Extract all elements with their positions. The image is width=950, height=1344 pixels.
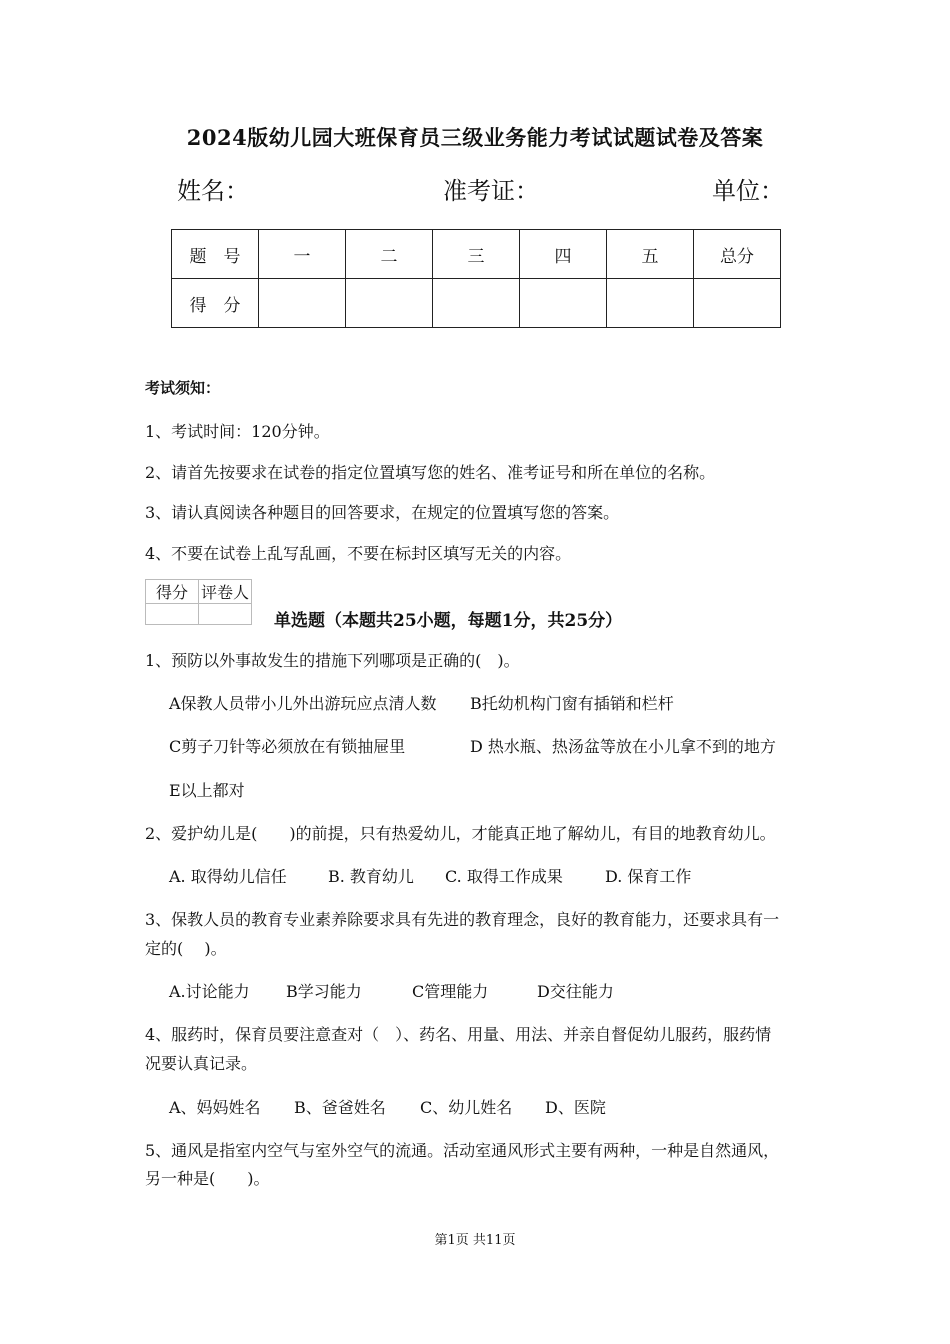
notice-item: 1、考试时间：120分钟。 <box>145 422 330 441</box>
question-4-option-c[interactable]: C、幼儿姓名 <box>420 1098 513 1117</box>
question-3-option-c[interactable]: C管理能力 <box>412 982 489 1001</box>
notice-item: 2、请首先按要求在试卷的指定位置填写您的姓名、准考证号和所在单位的名称。 <box>145 463 716 482</box>
question-4-option-a[interactable]: A、妈妈姓名 <box>169 1098 261 1117</box>
notice-heading: 考试须知： <box>145 379 221 397</box>
notice-item: 4、不要在试卷上乱写乱画，不要在标封区填写无关的内容。 <box>145 544 572 563</box>
question-1-option-d[interactable]: D 热水瓶、热汤盆等放在小儿拿不到的地方 <box>470 737 776 756</box>
question-4-option-b[interactable]: B、爸爸姓名 <box>294 1098 386 1117</box>
exam-id-field-label: 准考证： <box>443 177 539 205</box>
question-4-stem-cont: 况要认真记录。 <box>145 1054 258 1073</box>
score-table-header-row <box>172 230 781 279</box>
question-2-option-c[interactable]: C. 取得工作成果 <box>445 867 563 886</box>
score-cell[interactable] <box>607 279 694 328</box>
grader-box <box>145 579 252 625</box>
question-1-option-e[interactable]: E以上都对 <box>169 781 245 800</box>
score-row-label: 得 分 <box>172 279 259 328</box>
question-2-option-d[interactable]: D. 保育工作 <box>605 867 692 886</box>
grader-score-cell[interactable] <box>146 604 199 625</box>
question-3-option-a[interactable]: A.讨论能力 <box>169 982 250 1001</box>
question-2-option-b[interactable]: B. 教育幼儿 <box>328 867 414 886</box>
question-2-stem: 2、爱护幼儿是( )的前提，只有热爱幼儿，才能真正地了解幼儿，有目的地教育幼儿。 <box>145 824 776 843</box>
question-3-stem: 3、保教人员的教育专业素养除要求具有先进的教育理念，良好的教育能力，还要求具有一 <box>145 910 780 929</box>
score-header-cell: 题 号 <box>172 230 259 279</box>
score-table-score-row <box>172 279 781 328</box>
score-header-cell: 总分 <box>694 230 781 279</box>
score-cell[interactable] <box>694 279 781 328</box>
score-cell[interactable] <box>520 279 607 328</box>
name-field-label: 姓名： <box>177 177 249 205</box>
grader-name-label: 评卷人 <box>199 580 252 604</box>
question-3-stem-cont: 定的( )。 <box>145 939 227 958</box>
question-4-stem: 4、服药时，保育员要注意查对（ ）、药名、用量、用法、并亲自督促幼儿服药，服药情 <box>145 1025 772 1044</box>
question-4-option-d[interactable]: D、医院 <box>545 1098 606 1117</box>
question-5-stem: 5、通风是指室内空气与室外空气的流通。活动室通风形式主要有两种，一种是自然通风， <box>145 1141 780 1160</box>
page-footer: 第1页 共11页 <box>434 1233 516 1248</box>
question-1-stem: 1、预防以外事故发生的措施下列哪项是正确的( )。 <box>145 651 520 670</box>
grader-name-cell[interactable] <box>199 604 252 625</box>
question-1-option-c[interactable]: C剪子刀针等必须放在有锁抽屉里 <box>169 737 406 756</box>
score-header-cell: 一 <box>259 230 346 279</box>
score-header-cell: 四 <box>520 230 607 279</box>
unit-field-label: 单位： <box>712 177 784 205</box>
score-header-cell: 五 <box>607 230 694 279</box>
score-cell[interactable] <box>259 279 346 328</box>
question-5-stem-cont: 另一种是( )。 <box>145 1169 270 1188</box>
score-table <box>171 229 781 328</box>
score-header-cell: 三 <box>433 230 520 279</box>
question-2-option-a[interactable]: A. 取得幼儿信任 <box>169 867 287 886</box>
notice-item: 3、请认真阅读各种题目的回答要求，在规定的位置填写您的答案。 <box>145 503 620 522</box>
grader-score-label: 得分 <box>146 580 199 604</box>
question-1-option-b[interactable]: B托幼机构门窗有插销和栏杆 <box>470 694 674 713</box>
score-cell[interactable] <box>346 279 433 328</box>
question-3-option-b[interactable]: B学习能力 <box>286 982 362 1001</box>
section-title: 单选题（本题共25小题，每题1分，共25分） <box>274 611 623 631</box>
score-cell[interactable] <box>433 279 520 328</box>
page-title: 2024版幼儿园大班保育员三级业务能力考试试题试卷及答案 <box>186 125 764 150</box>
score-header-cell: 二 <box>346 230 433 279</box>
question-3-option-d[interactable]: D交往能力 <box>537 982 614 1001</box>
question-1-option-a[interactable]: A保教人员带小儿外出游玩应点清人数 <box>169 694 437 713</box>
